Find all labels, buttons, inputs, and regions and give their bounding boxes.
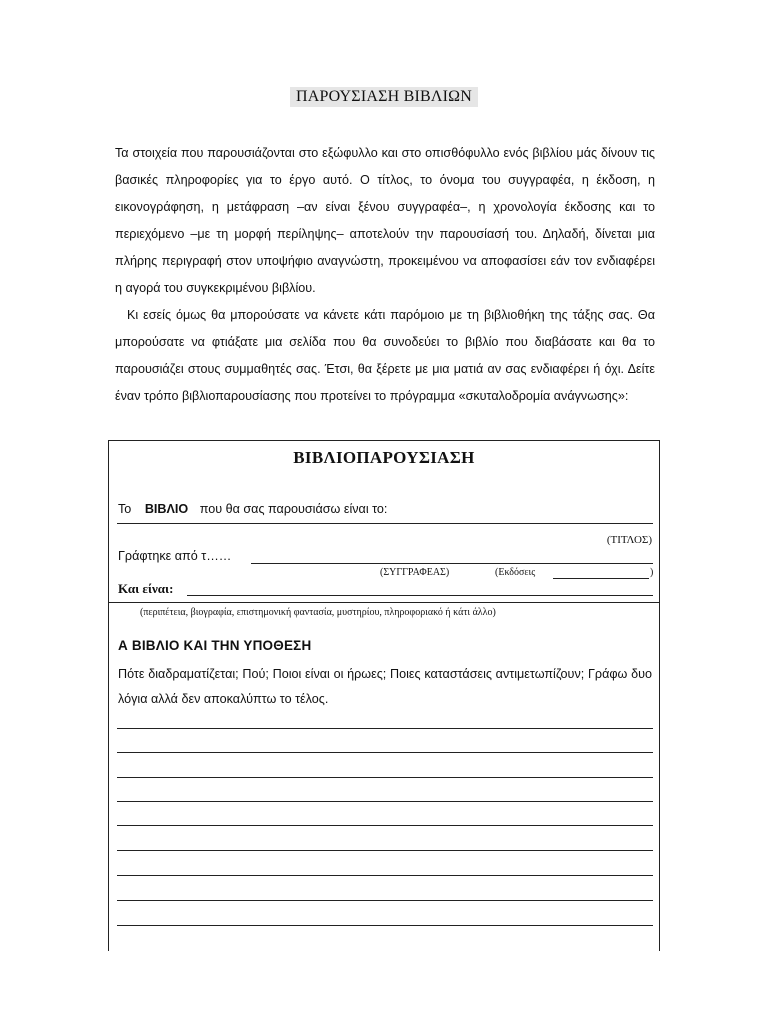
book-suffix: που θα σας παρουσιάσω είναι το: — [199, 502, 388, 516]
author-label: (ΣΥΓΓΡΑΦΕΑΣ) — [380, 567, 450, 578]
publisher-close: ) — [650, 567, 654, 578]
book-line — [118, 502, 652, 516]
page-title-wrapper — [0, 87, 768, 107]
answer-line-2[interactable] — [117, 752, 653, 753]
section-a-question: Πότε διαδραματίζεται; Πού; Ποιοι είναι οι ήρωες; Ποιες καταστάσεις αντιμετωπίζουν; Γράφω δυο λόγια αλλά δεν αποκαλύπτω το τέλος. — [118, 667, 652, 706]
section-a-title: Α ΒΙΒΛΙΟ ΚΑΙ ΤΗΝ ΥΠΟΘΕΣΗ — [118, 638, 312, 653]
book-word: ΒΙΒΛΙΟ — [144, 502, 189, 516]
book-presentation-form — [108, 440, 660, 951]
intro-text — [115, 140, 655, 410]
answer-line-3[interactable] — [117, 777, 653, 778]
intro-paragraph-1: Τα στοιχεία που παρουσιάζονται στο εξώφυλλο και στο οπισθόφυλλο ενός βιβλίου μάς δίνουν τις βασικές πληροφορίες για το έργο αυτό. Ο τίτλος, το όνομα του συγγραφέα, η έκδοση, η εικονογράφηση, η μετάφραση –αν είναι ξένου συγγραφέα–, η χρονολογία έκδοσης και το περιεχόμενο –με τη μορφή περίληψης– αποτελούν την παρουσίασή του. Δηλαδή, δίνεται μια πλήρης περιγραφή στον υποψήφιο αναγνώστη, προκειμένου να αποφασίσει εάν τον ενδιαφέρει η αγορά του συγκεκριμένου βιβλίου. — [115, 146, 655, 295]
page-title: ΠΑΡΟΥΣΙΑΣΗ ΒΙΒΛΙΩΝ — [290, 87, 478, 107]
genre-hint: (περιπέτεια, βιογραφία, επιστημονική φαντασία, μυστηρίου, πληροφοριακό ή κάτι άλλο) — [140, 607, 496, 618]
answer-line-4[interactable] — [117, 801, 653, 802]
book-prefix: Το — [118, 502, 132, 516]
answer-line-7[interactable] — [117, 875, 653, 876]
author-prefix: Γράφτηκε από τ…… — [118, 549, 232, 563]
genre-answer-line[interactable] — [187, 595, 653, 596]
answer-line-9[interactable] — [117, 925, 653, 926]
answer-line-6[interactable] — [117, 850, 653, 851]
publisher-answer-line[interactable] — [553, 578, 649, 579]
section-separator — [109, 602, 659, 603]
form-title: ΒΙΒΛΙΟΠΑΡΟΥΣΙΑΣΗ — [293, 448, 475, 467]
author-answer-line[interactable] — [251, 563, 653, 564]
genre-prefix: Και είναι: — [118, 581, 174, 596]
author-line — [118, 549, 652, 563]
intro-paragraph-2: Κι εσείς όμως θα μπορούσατε να κάνετε κάτι παρόμοιο με τη βιβλιοθήκη της τάξης σας. Θα μπορούσατε να φτιάξατε μια σελίδα που θα συνοδεύει το βιβλίο που διαβάσατε και θα το παρουσιάζει στους συμμαθητές σας. Έτσι, θα ξέρετε με μια ματιά αν σας ενδιαφέρει ή όχι. Δείτε έναν τρόπο βιβλιοπαρουσίασης που προτείνει το πρόγραμμα «σκυταλοδρομία ανάγνωσης»: — [115, 308, 655, 403]
answer-line-8[interactable] — [117, 900, 653, 901]
title-label: (ΤΙΤΛΟΣ) — [606, 534, 652, 546]
publisher-label: (Εκδόσεις — [495, 567, 536, 578]
answer-line-5[interactable] — [117, 825, 653, 826]
answer-line-1[interactable] — [117, 728, 653, 729]
title-answer-line[interactable] — [117, 523, 653, 524]
